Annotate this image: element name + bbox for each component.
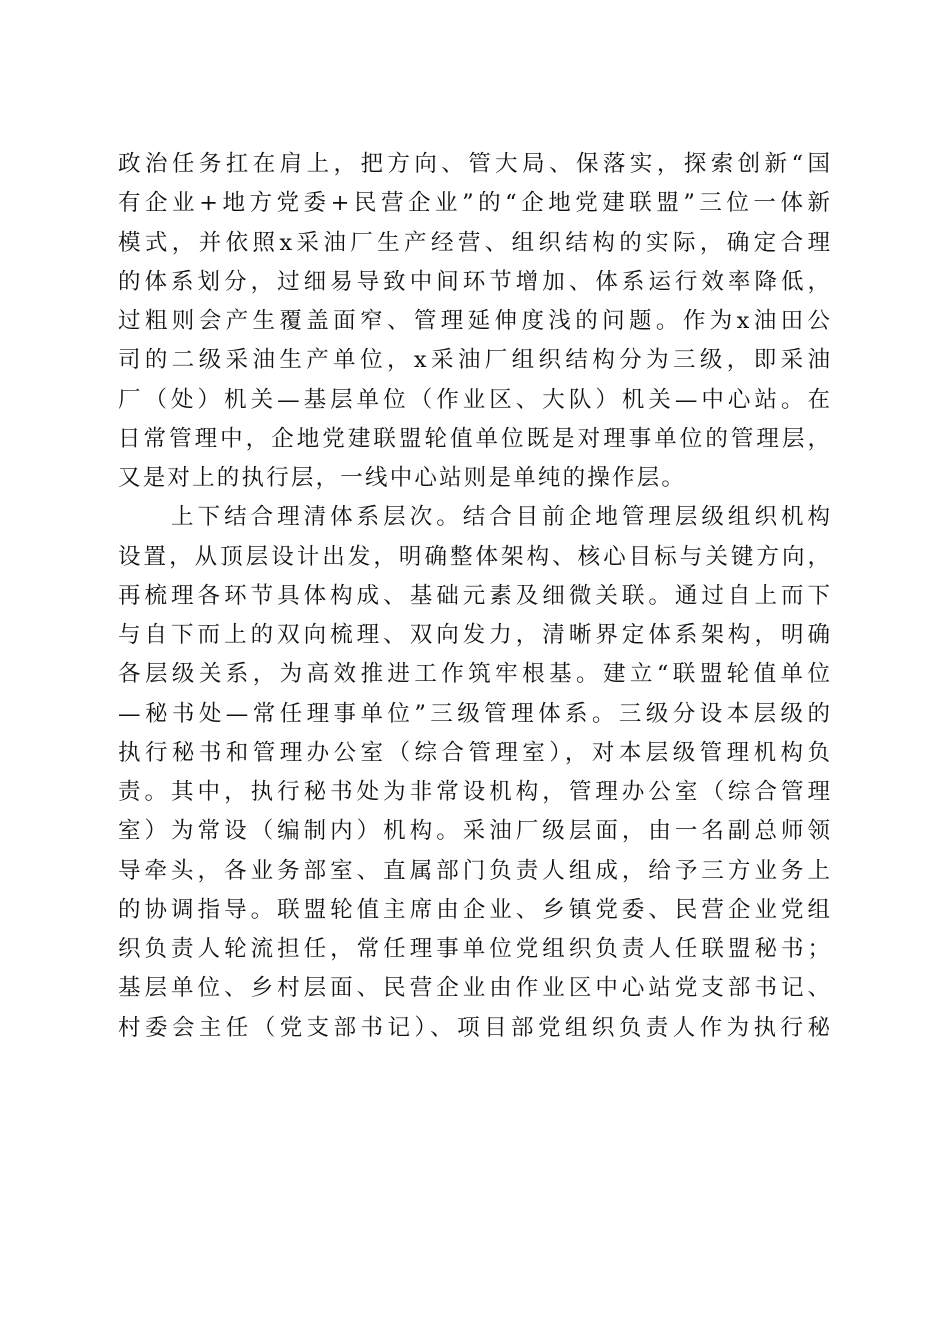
text-line: 的体系划分，过细易导致中间环节增加、体系运行效率降低， (118, 268, 830, 295)
text-line: 上下结合理清体系层次。结合目前企地管理层级组织机构 (118, 504, 830, 531)
text-line: 执行秘书和管理办公室（综合管理室），对本层级管理机构负 (118, 739, 830, 766)
text-line: 政治任务扛在肩上，把方向、管大局、保落实，探索创新“国 (118, 151, 830, 177)
text-line: 日常管理中，企地党建联盟轮值单位既是对理事单位的管理层， (118, 425, 830, 452)
text-line: 村委会主任（党支部书记）、项目部党组织负责人作为执行秘 (118, 1014, 830, 1041)
text-line: 与自下而上的双向梳理、双向发力，清晰界定体系架构，明确 (118, 622, 830, 648)
text-line: 设置，从顶层设计出发，明确整体架构、核心目标与关键方向， (118, 543, 830, 570)
text-line: 再梳理各环节具体构成、基础元素及细微关联。通过自上而下 (118, 582, 830, 609)
text-line: 基层单位、乡村层面、民营企业由作业区中心站党支部书记、 (118, 975, 830, 1002)
text-line: 各层级关系，为高效推进工作筑牢根基。建立“联盟轮值单位 (118, 661, 830, 688)
text-line: 室）为常设（编制内）机构。采油厂级层面，由一名副总师领 (118, 818, 830, 845)
body-text (118, 145, 830, 1048)
text-line: —秘书处—常任理事单位”三级管理体系。三级分设本层级的 (118, 700, 830, 727)
text-line: 导牵头，各业务部室、直属部门负责人组成，给予三方业务上 (118, 857, 830, 884)
text-line: 织负责人轮流担任，常任理事单位党组织负责人任联盟秘书； (118, 936, 830, 962)
text-line: 过粗则会产生覆盖面窄、管理延伸度浅的问题。作为x油田公 (118, 308, 830, 334)
text-line: 又是对上的执行层，一线中心站则是单纯的操作层。 (118, 465, 687, 491)
text-line: 责。其中，执行秘书处为非常设机构，管理办公室（综合管理 (118, 779, 830, 805)
text-line: 模式，并依照x采油厂生产经营、组织结构的实际，确定合理 (118, 229, 830, 256)
text-line: 司的二级采油生产单位，x采油厂组织结构分为三级，即采油 (118, 347, 830, 374)
text-line: 的协调指导。联盟轮值主席由企业、乡镇党委、民营企业党组 (118, 896, 830, 923)
text-line: 有企业+地方党委+民营企业”的“企地党建联盟”三位一体新 (118, 190, 830, 217)
text-line: 厂（处）机关—基层单位（作业区、大队）机关—中心站。在 (118, 386, 830, 413)
